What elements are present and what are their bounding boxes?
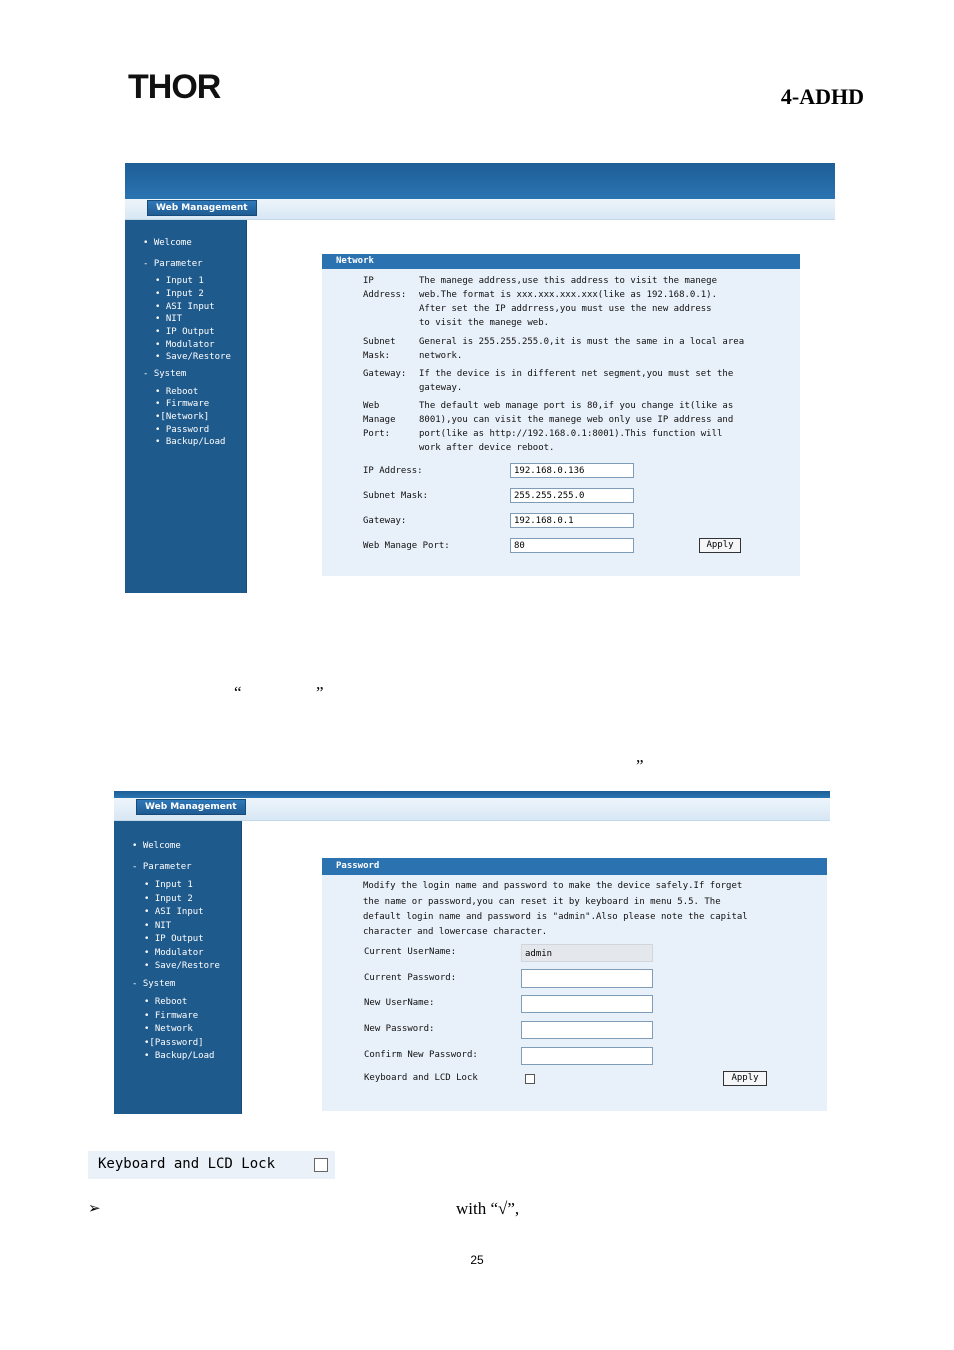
- mask-desc-line: General is 255.255.255.0,it is must the same in a local area: [419, 337, 745, 347]
- port-desc-line: 8001),you can visit the manege web only use IP address and: [419, 415, 734, 425]
- password-screenshot: [114, 791, 830, 1114]
- desc-line: default login name and password is "admin".Also please note the capital: [363, 912, 748, 922]
- confirm-password-input[interactable]: [521, 1047, 653, 1065]
- tab-strip: [114, 798, 830, 821]
- current-username-label: Current UserName:: [364, 947, 457, 957]
- nav-reboot[interactable]: • Reboot: [155, 387, 199, 397]
- nav-firmware[interactable]: • Firmware: [144, 1011, 199, 1021]
- quote-close: ”: [316, 683, 324, 702]
- port-desc-line: The default web manage port is 80,if you change it(like as: [419, 401, 734, 411]
- nav-nit[interactable]: • NIT: [144, 921, 172, 931]
- port-desc-label: Web: [363, 401, 380, 411]
- password-panel: [322, 858, 827, 1111]
- nav-parameter[interactable]: - Parameter: [132, 862, 192, 872]
- new-username-label: New UserName:: [364, 998, 435, 1008]
- confirm-password-label: Confirm New Password:: [364, 1050, 478, 1060]
- nav-backup-load[interactable]: • Backup/Load: [144, 1051, 215, 1061]
- panel-title: Password: [322, 858, 827, 875]
- nav-modulator[interactable]: • Modulator: [144, 948, 204, 958]
- gateway-label: Gateway:: [363, 516, 407, 526]
- web-manage-port-input[interactable]: 80: [510, 538, 634, 553]
- new-username-input[interactable]: [521, 995, 653, 1013]
- port-desc-line: work after device reboot.: [419, 443, 555, 453]
- ip-desc-line: to visit the manege web.: [419, 318, 550, 328]
- nav-firmware[interactable]: • Firmware: [155, 399, 210, 409]
- mask-desc-label: Subnet: [363, 337, 396, 347]
- current-username-field: admin: [521, 944, 653, 962]
- ip-address-input[interactable]: 192.168.0.136: [510, 463, 634, 478]
- model-title: 4-ADHD: [780, 84, 864, 109]
- port-desc-label-2: Manage: [363, 415, 396, 425]
- nav-input2[interactable]: • Input 2: [155, 289, 204, 299]
- ip-desc-line: The manege address,use this address to visit the manege: [419, 276, 718, 286]
- nav-modulator[interactable]: • Modulator: [155, 340, 215, 350]
- nav-reboot[interactable]: • Reboot: [144, 997, 188, 1007]
- nav-backup-load[interactable]: • Backup/Load: [155, 437, 226, 447]
- current-password-input[interactable]: [521, 969, 653, 988]
- nav-asi-input[interactable]: • ASI Input: [144, 907, 204, 917]
- nav-ip-output[interactable]: • IP Output: [155, 327, 215, 337]
- network-panel: [322, 254, 800, 576]
- network-screenshot: [125, 163, 835, 593]
- thor-logo: [128, 68, 244, 106]
- nav-welcome[interactable]: • Welcome: [143, 238, 192, 248]
- mask-desc-line: network.: [419, 351, 463, 361]
- ip-desc-line: web.The format is xxx.xxx.xxx.xxx(like as 192.168.0.1).: [419, 290, 718, 300]
- subnet-mask-input[interactable]: 255.255.255.0: [510, 488, 634, 503]
- desc-line: the name or password,you can reset it by keyboard in menu 5.5. The: [363, 897, 721, 907]
- keyboard-lcd-lock-checkbox[interactable]: [525, 1074, 535, 1084]
- lock-checkbox-crop: [88, 1151, 335, 1179]
- apply-button[interactable]: Apply: [723, 1071, 767, 1086]
- nav-input2[interactable]: • Input 2: [144, 894, 193, 904]
- bullet-text: with “√”,: [456, 1199, 520, 1218]
- nav-input1[interactable]: • Input 1: [155, 276, 204, 286]
- gateway-desc-label: Gateway:: [363, 369, 407, 379]
- quote-open: “: [234, 683, 242, 702]
- current-password-label: Current Password:: [364, 973, 457, 983]
- web-management-tab[interactable]: Web Management: [136, 799, 246, 815]
- nav-system[interactable]: - System: [143, 369, 187, 379]
- nav-system[interactable]: - System: [132, 979, 176, 989]
- sidebar: [114, 821, 242, 1114]
- nav-welcome[interactable]: • Welcome: [132, 841, 181, 851]
- apply-button[interactable]: Apply: [699, 538, 741, 553]
- ip-desc-line: After set the IP addrress,you must use the new address: [419, 304, 712, 314]
- nav-input1[interactable]: • Input 1: [144, 880, 193, 890]
- nav-network[interactable]: •[Network]: [155, 412, 210, 422]
- nav-parameter[interactable]: - Parameter: [143, 259, 203, 269]
- page-number: 25: [470, 1253, 484, 1267]
- new-password-label: New Password:: [364, 1024, 435, 1034]
- port-desc-label-3: Port:: [363, 429, 391, 439]
- nav-asi-input[interactable]: • ASI Input: [155, 302, 215, 312]
- ip-desc-label: IP: [363, 276, 374, 286]
- ip-address-label: IP Address:: [363, 466, 423, 476]
- keyboard-lcd-lock-label: Keyboard and LCD Lock: [364, 1073, 478, 1083]
- quote-close-2: ”: [636, 756, 644, 775]
- gateway-input[interactable]: 192.168.0.1: [510, 513, 634, 528]
- ip-desc-label-2: Address:: [363, 290, 407, 300]
- nav-password[interactable]: • Password: [155, 425, 210, 435]
- top-banner: [114, 791, 830, 798]
- logo-text: THOR: [128, 68, 221, 106]
- port-desc-line: port(like as http://192.168.0.1:8001).This function will: [419, 429, 723, 439]
- keyboard-lcd-lock-checkbox[interactable]: [314, 1158, 328, 1172]
- sidebar: [125, 220, 247, 593]
- top-banner: [125, 163, 835, 199]
- nav-nit[interactable]: • NIT: [155, 314, 183, 324]
- web-management-tab[interactable]: Web Management: [147, 200, 257, 216]
- nav-password[interactable]: •[Password]: [144, 1038, 204, 1048]
- nav-ip-output[interactable]: • IP Output: [144, 934, 204, 944]
- new-password-input[interactable]: [521, 1021, 653, 1039]
- tab-strip: [125, 199, 835, 220]
- subnet-mask-label: Subnet Mask:: [363, 491, 429, 501]
- arrow-bullet-icon: ➢: [88, 1199, 101, 1217]
- web-manage-port-label: Web Manage Port:: [363, 541, 450, 551]
- gateway-desc-line: gateway.: [419, 383, 463, 393]
- gateway-desc-line: If the device is in different net segment,you must set the: [419, 369, 734, 379]
- keyboard-lcd-lock-label: Keyboard and LCD Lock: [98, 1156, 276, 1172]
- desc-line: Modify the login name and password to make the device safely.If forget: [363, 881, 743, 891]
- nav-network[interactable]: • Network: [144, 1024, 193, 1034]
- panel-title: Network: [322, 254, 800, 269]
- nav-save-restore[interactable]: • Save/Restore: [155, 352, 231, 362]
- desc-line: character and lowercase character.: [363, 927, 548, 937]
- mask-desc-label-2: Mask:: [363, 351, 391, 361]
- nav-save-restore[interactable]: • Save/Restore: [144, 961, 220, 971]
